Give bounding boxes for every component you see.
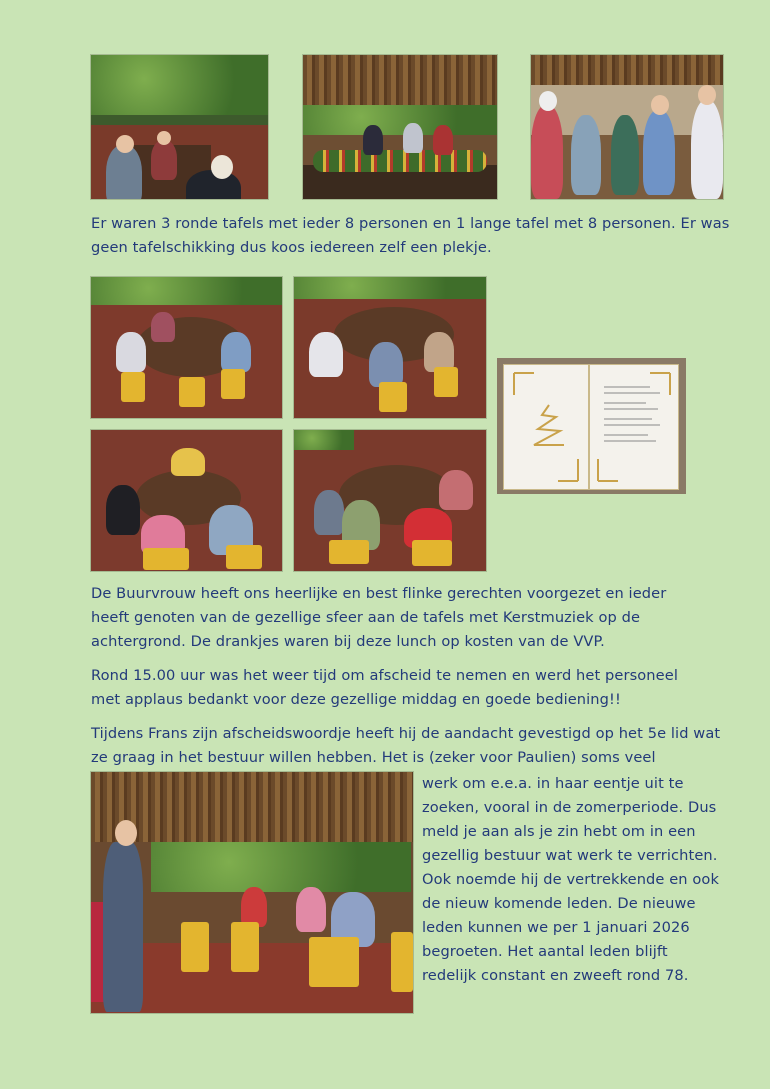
paragraph-food: De Buurvrouw heeft ons heerlijke en best flinke gerechten voorgezet en ieder heeft genoten van de gezellige sfeer aan de tafels met Kerstmuziek op de achtergrond. De drankjes waren bij deze lunch op kosten van de VVP. bbox=[91, 585, 667, 650]
photo-round-table-4 bbox=[294, 430, 486, 571]
paragraph-board-intro: Tijdens Frans zijn afscheidswoordje heeft hij de aandacht gevestigd op het 5e lid wat ze graag in het bestuur willen hebben. Het is (zeker voor Paulien) soms veel bbox=[91, 725, 721, 766]
photo-group-standing bbox=[531, 55, 723, 199]
paragraph-farewell: Rond 15.00 uur was het weer tijd om afscheid te nemen en werd het personeel met applaus bedankt voor deze gezellige middag en goede bediening!! bbox=[91, 667, 678, 708]
photo-round-table-1 bbox=[91, 277, 282, 418]
photo-speech bbox=[91, 772, 413, 1013]
photo-bar-conversation bbox=[91, 55, 268, 199]
menu-text-lines-icon bbox=[590, 365, 678, 489]
christmas-tree-icon bbox=[504, 365, 588, 489]
photo-christmas-menu-card bbox=[497, 358, 686, 494]
paragraph-tables: Er waren 3 ronde tafels met ieder 8 personen en 1 lange tafel met 8 personen. Er was geen tafelschikking dus koos iedereen zelf een plekje. bbox=[91, 215, 730, 256]
photo-round-table-2 bbox=[294, 277, 486, 418]
photo-decorated-table bbox=[303, 55, 497, 199]
photo-round-table-3 bbox=[91, 430, 282, 571]
paragraph-board-rest: werk om e.e.a. in haar eentje uit te zoeken, vooral in de zomerperiode. Dus meld je aan als je zin hebt om in een gezellig bestuur wat werk te verrichten. Ook noemde hij de vertrekkende en ook de nieuw komende leden. De nieuwe leden kunnen we per 1 januari 2026 begroeten. Het aantal leden blijft redelijk constant en zweeft rond 78. bbox=[422, 775, 719, 984]
